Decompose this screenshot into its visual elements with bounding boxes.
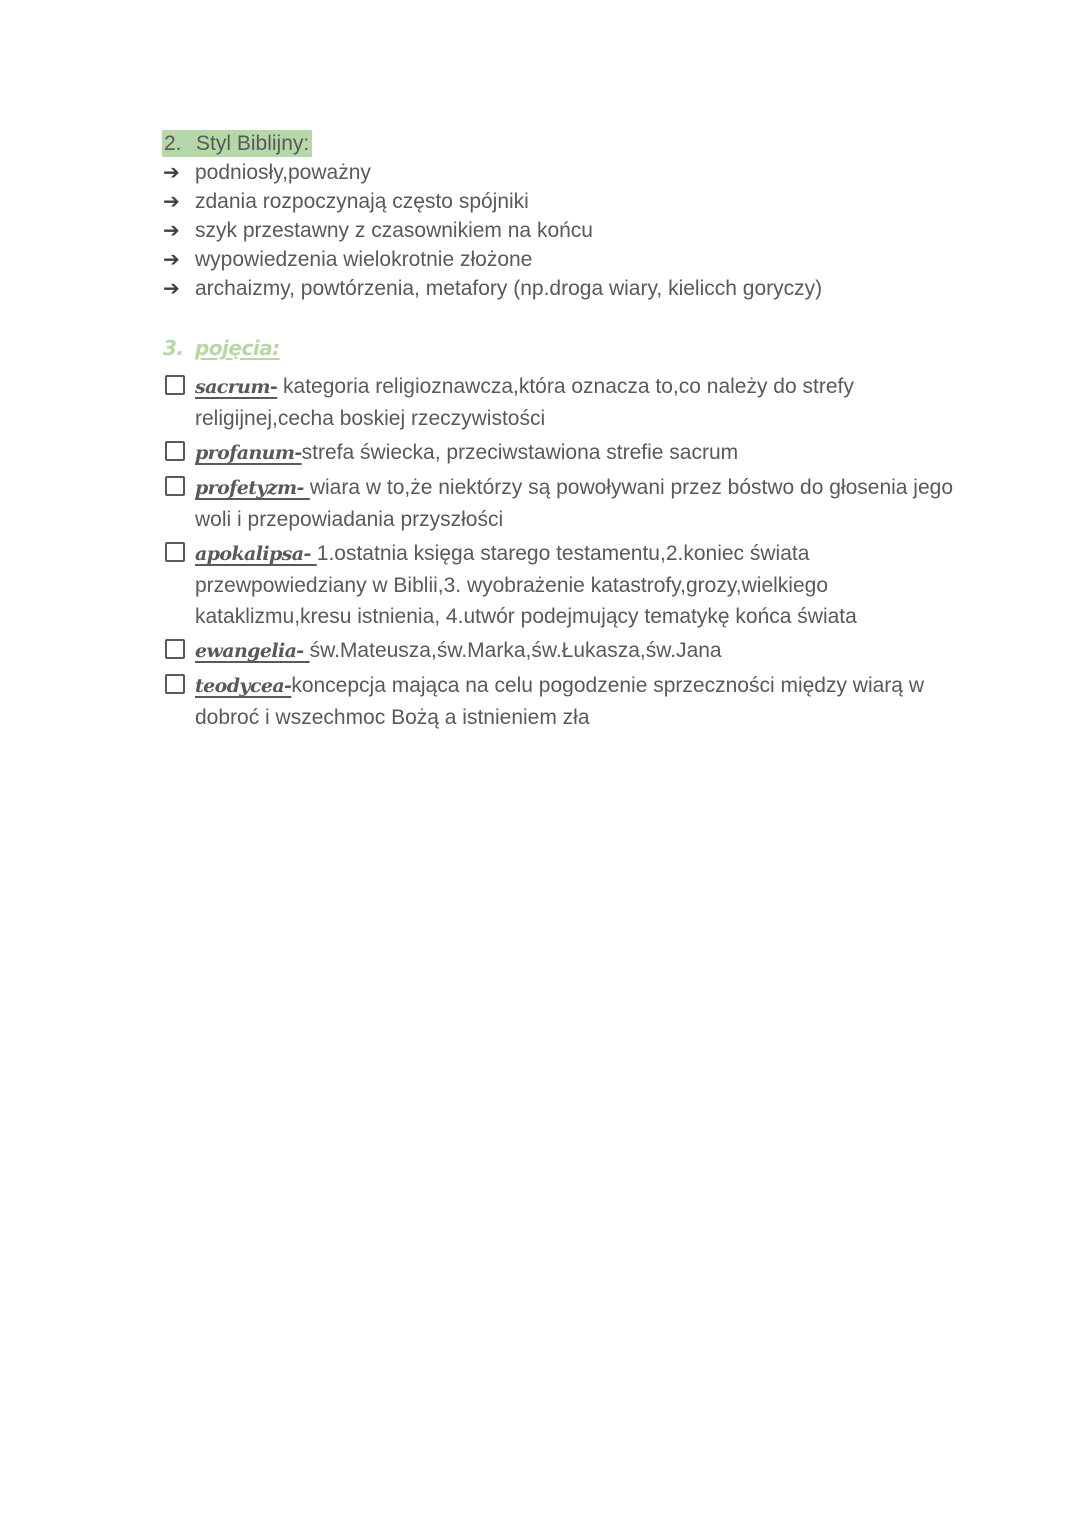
term-name: profanum- bbox=[195, 442, 302, 464]
section-2-heading bbox=[162, 130, 312, 157]
arrow-right-icon: ➔ bbox=[163, 247, 180, 271]
checkbox-icon[interactable] bbox=[165, 542, 185, 562]
term-item-profetyzm bbox=[165, 472, 965, 535]
checkbox-icon[interactable] bbox=[165, 441, 185, 461]
term-item-teodycea bbox=[165, 670, 965, 733]
term-name: teodycea- bbox=[195, 675, 292, 697]
list-item bbox=[163, 158, 822, 187]
term-name: profetyzm- bbox=[195, 477, 310, 499]
term-item-profanum bbox=[165, 437, 965, 469]
checkbox-icon[interactable] bbox=[165, 639, 185, 659]
term-definition: wiara w to,że niektórzy są powoływani przez bóstwo do głosenia jego woli i przepowiadania przyszłości bbox=[195, 476, 954, 531]
term-item-apokalipsa bbox=[165, 538, 965, 632]
list-item bbox=[163, 274, 822, 303]
section-2-title: Styl Biblijny: bbox=[196, 132, 310, 155]
term-name: apokalipsa- bbox=[195, 543, 317, 565]
list-item bbox=[163, 187, 822, 216]
section-3-number: 3. bbox=[163, 336, 184, 360]
term-definition: 1.ostatnia księga starego testamentu,2.koniec świata przewpowiedziany w Biblii,3. wyobrażenie katastrofy,grozy,wielkiego kataklizmu,kresu istnienia, 4.utwór podejmujący tematykę końca świata bbox=[195, 542, 857, 628]
section-3-title: pojęcia: bbox=[195, 336, 280, 360]
term-definition: strefa świecka, przeciwstawiona strefie sacrum bbox=[301, 441, 739, 464]
checkbox-icon[interactable] bbox=[165, 375, 185, 395]
term-definition: św.Mateusza,św.Marka,św.Łukasza,św.Jana bbox=[309, 639, 722, 662]
section-3-heading bbox=[163, 336, 280, 360]
terms-checklist bbox=[165, 371, 965, 736]
term-item-ewangelia bbox=[165, 635, 965, 667]
term-definition: koncepcja mająca na celu pogodzenie sprzeczności między wiarą w dobroć i wszechmoc Bożą a istnieniem zła bbox=[195, 674, 924, 729]
arrow-right-icon: ➔ bbox=[163, 189, 180, 213]
section-2-number: 2. bbox=[164, 132, 182, 155]
checkbox-icon[interactable] bbox=[165, 674, 185, 694]
list-item-text: szyk przestawny z czasownikiem na końcu bbox=[195, 219, 593, 242]
list-item bbox=[163, 216, 822, 245]
list-item bbox=[163, 245, 822, 274]
style-features-list bbox=[163, 158, 822, 303]
arrow-right-icon: ➔ bbox=[163, 160, 180, 184]
list-item-text: archaizmy, powtórzenia, metafory (np.droga wiary, kielicch goryczy) bbox=[195, 277, 823, 300]
arrow-right-icon: ➔ bbox=[163, 218, 180, 242]
term-name: ewangelia- bbox=[195, 640, 310, 662]
list-item-text: podniosły,poważny bbox=[195, 161, 371, 184]
term-name: sacrum- bbox=[195, 376, 278, 398]
checkbox-icon[interactable] bbox=[165, 476, 185, 496]
term-item-sacrum bbox=[165, 371, 965, 434]
arrow-right-icon: ➔ bbox=[163, 276, 180, 300]
term-definition: kategoria religioznawcza,która oznacza to,co należy do strefy religijnej,cecha boskiej rzeczywistości bbox=[195, 375, 854, 430]
list-item-text: zdania rozpoczynają często spójniki bbox=[195, 190, 529, 213]
list-item-text: wypowiedzenia wielokrotnie złożone bbox=[195, 248, 533, 271]
